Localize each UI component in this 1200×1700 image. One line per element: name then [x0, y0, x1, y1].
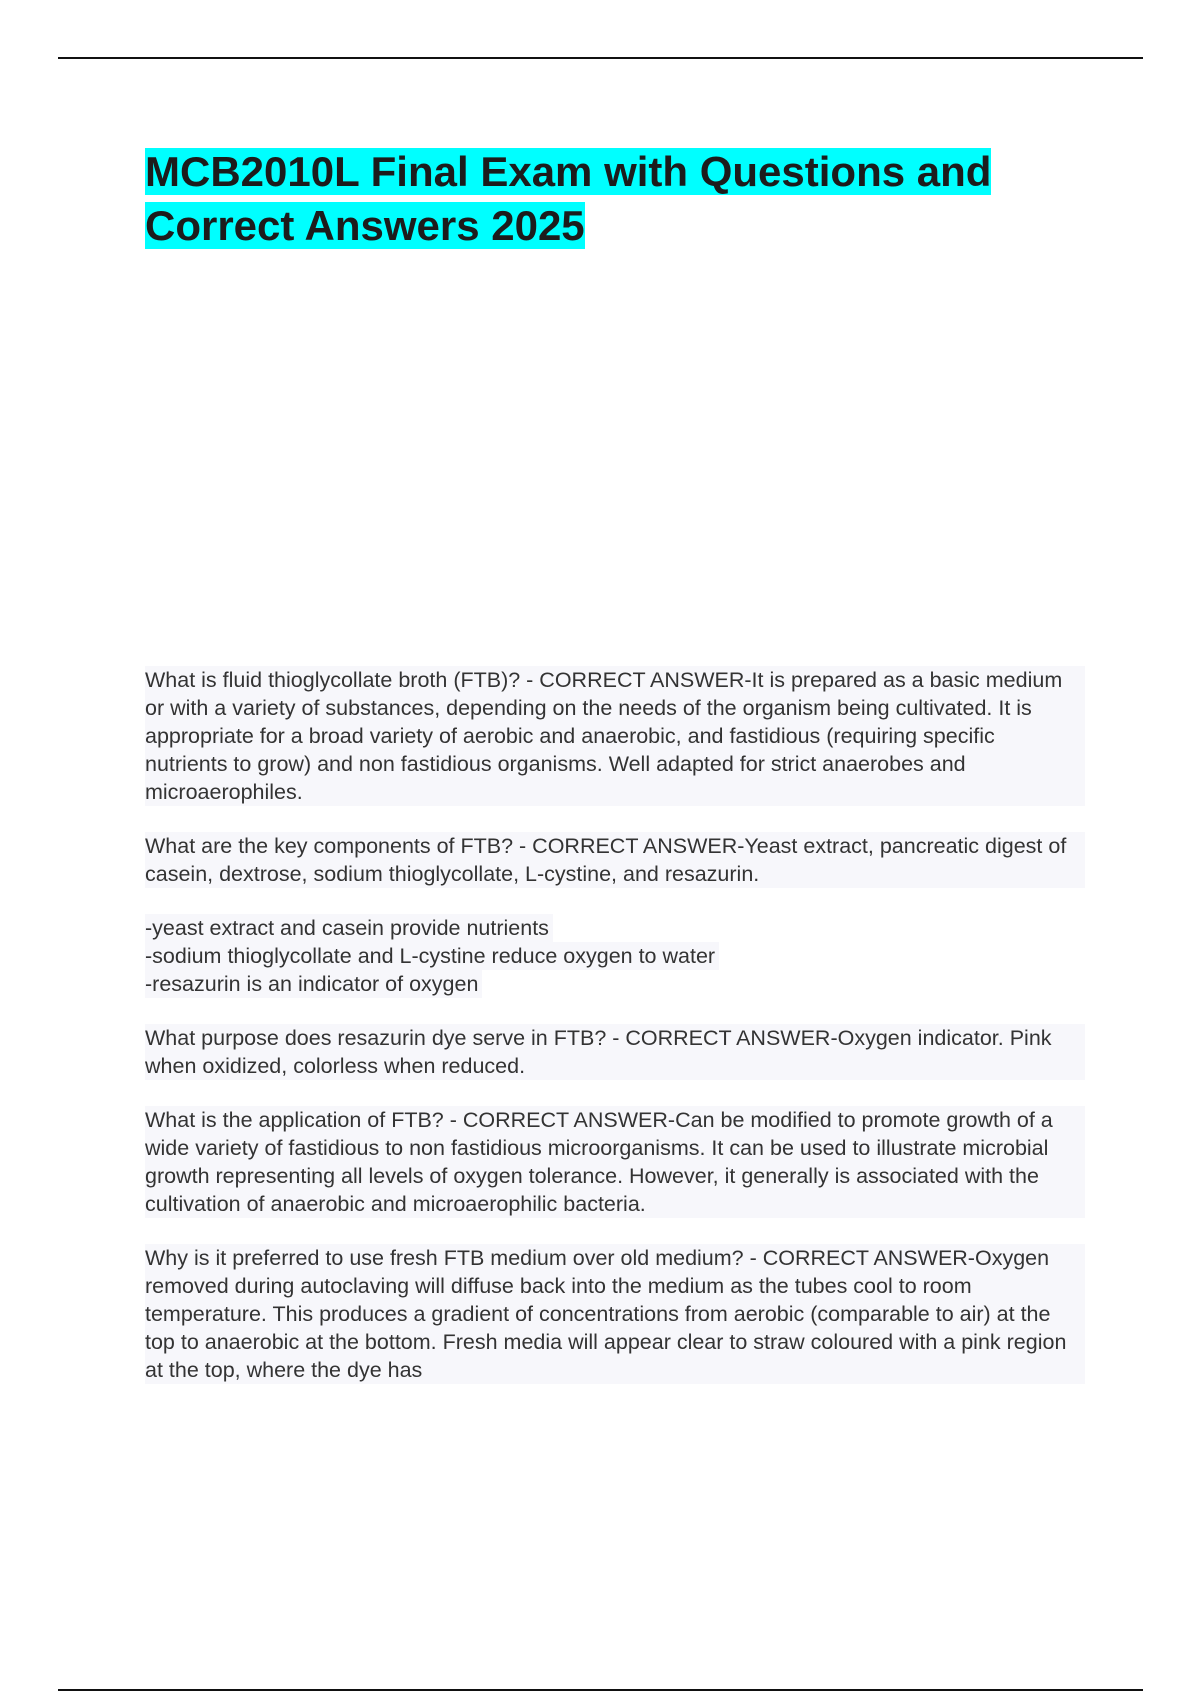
document-title-highlight: MCB2010L Final Exam with Questions and Correct Answers 2025: [145, 148, 992, 249]
qa-item-resazurin-purpose: What purpose does resazurin dye serve in FTB? - CORRECT ANSWER-Oxygen indicator. Pink when oxidized, colorless when reduced.: [145, 1024, 1085, 1080]
top-rule: [58, 57, 1143, 59]
list-item: -sodium thioglycollate and L-cystine reduce oxygen to water: [145, 942, 719, 970]
qa-item-key-components: What are the key components of FTB? - CORRECT ANSWER-Yeast extract, pancreatic digest of casein, dextrose, sodium thioglycollate, L-cystine, and resazurin.: [145, 832, 1085, 888]
list-item: -yeast extract and casein provide nutrients: [145, 914, 553, 942]
document-title: [145, 145, 1085, 253]
qa-item-fluid-thioglycollate-broth: What is fluid thioglycollate broth (FTB)? - CORRECT ANSWER-It is prepared as a basic medium or with a variety of substances, depending on the needs of the organism being cultivated. It is appropriate for a broad variety of aerobic and anaerobic, and fastidious (requiring specific nutrients to grow) and non fastidious organisms. Well adapted for strict anaerobes and microaerophiles.: [145, 666, 1085, 806]
components-list: [145, 914, 1085, 998]
list-item: -resazurin is an indicator of oxygen: [145, 970, 482, 998]
document-body: [145, 666, 1085, 1410]
qa-item-fresh-medium: Why is it preferred to use fresh FTB medium over old medium? - CORRECT ANSWER-Oxygen removed during autoclaving will diffuse back into the medium as the tubes cool to room temperature. This produces a gradient of concentrations from aerobic (comparable to air) at the top to anaerobic at the bottom. Fresh media will appear clear to straw coloured with a pink region at the top, where the dye has: [145, 1244, 1085, 1384]
qa-item-ftb-application: What is the application of FTB? - CORRECT ANSWER-Can be modified to promote growth of a wide variety of fastidious to non fastidious microorganisms. It can be used to illustrate microbial growth representing all levels of oxygen tolerance. However, it generally is associated with the cultivation of anaerobic and microaerophilic bacteria.: [145, 1106, 1085, 1218]
bottom-rule: [58, 1689, 1143, 1691]
